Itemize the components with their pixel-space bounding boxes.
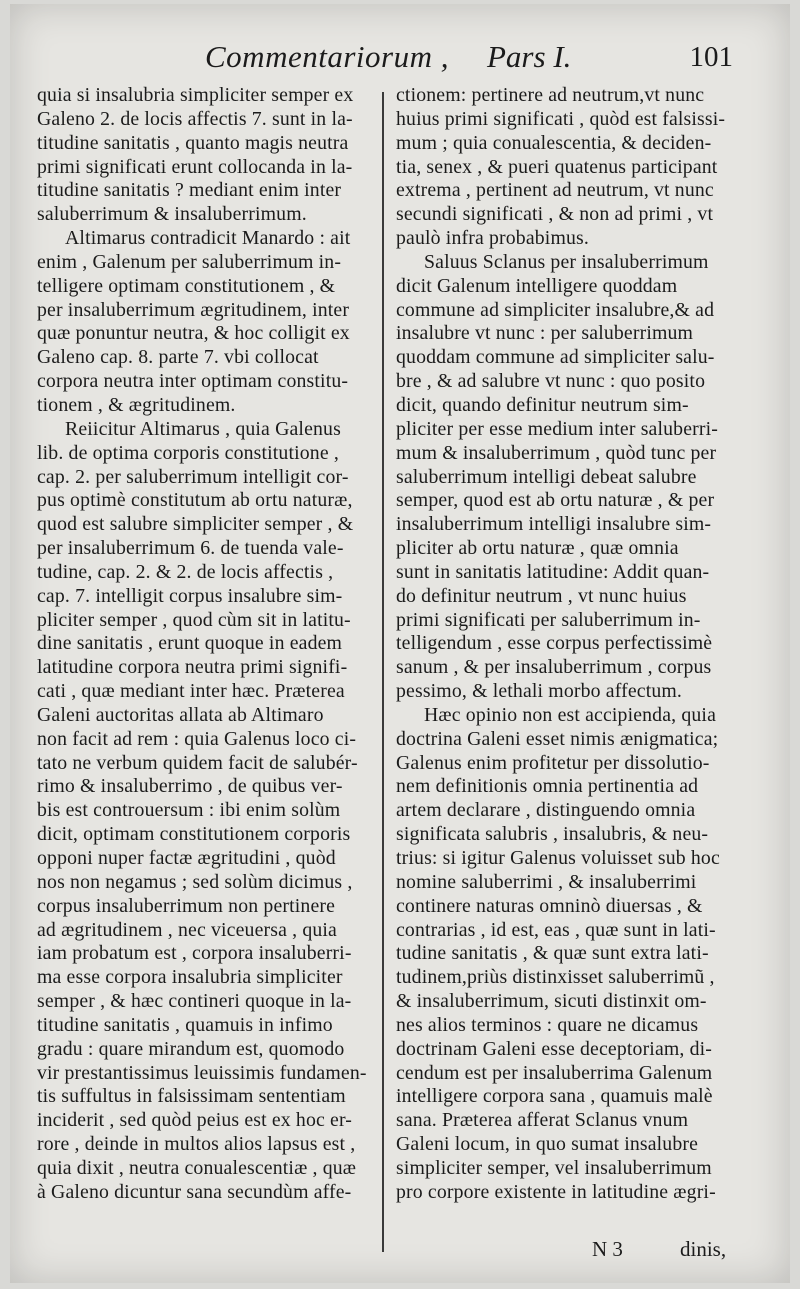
- text-line: lib. de optima corporis constitutione ,: [37, 441, 339, 464]
- text-line: sunt in sanitatis latitudine: Addit quan-: [396, 560, 710, 583]
- text-line: quia dixit , neutra conualescentiæ , quæ: [37, 1156, 357, 1179]
- text-line: & insaluberrimum, sicuti distinxit om-: [396, 990, 707, 1013]
- text-line: tudinem,priùs distinxisset saluberrimũ ,: [396, 966, 715, 989]
- signature-mark: N 3: [592, 1237, 623, 1261]
- text-line: paulò infra probabimus.: [396, 227, 589, 250]
- text-line: sanum , & per insaluberrimum , corpus: [396, 656, 712, 679]
- text-line: tudine, cap. 2. & 2. de locis affectis ,: [37, 560, 334, 583]
- text-line: ctionem: pertinere ad neutrum,vt nunc: [396, 84, 705, 106]
- text-line: vir prestantissimus leuissimis fundamen-: [37, 1061, 367, 1084]
- text-line: tato ne verbum quidem facit de salubér-: [37, 751, 358, 774]
- catchword: dinis,: [680, 1237, 727, 1261]
- text-line: Galenus enim profitetur per dissolutio-: [396, 751, 710, 774]
- running-header: [205, 39, 745, 79]
- text-line: telligere optimam constitutionem , &: [37, 274, 336, 297]
- part-label: Pars I.: [487, 39, 572, 74]
- text-line: pessimo, & lethali morbo affectum.: [396, 680, 683, 703]
- text-line: pus optimè constitutum ab ortu naturæ,: [37, 489, 353, 512]
- text-line: gradu : quare mirandum est, quomodo: [37, 1037, 345, 1060]
- text-line: Saluus Sclanus per insaluberrimum: [424, 250, 709, 273]
- text-line: significata salubris , insalubris, & neu-: [396, 823, 709, 846]
- column-divider: [382, 92, 384, 1252]
- text-line: non facit ad rem : quia Galenus loco ci-: [37, 727, 357, 750]
- text-line: primi significati per saluberrimum in-: [396, 608, 701, 631]
- text-line: do definitur neutrum , vt nunc huius: [396, 584, 687, 607]
- text-line: Galeno 2. de locis affectis 7. sunt in la-: [37, 107, 353, 130]
- text-line: pliciter ab ortu naturæ , quæ omnia: [396, 537, 679, 560]
- text-line: rimo & insaluberrimo , de quibus ver-: [37, 775, 343, 798]
- text-line: dicit, optimam constitutionem corporis: [37, 823, 351, 846]
- text-line: titudine sanitatis , quamuis in infimo: [37, 1013, 333, 1036]
- text-line: semper, quod est ab ortu naturæ , & per: [396, 489, 715, 512]
- text-line: dicit Galenum intelligere quoddam: [396, 274, 678, 297]
- text-line: contrarias , id est, eas , quæ sunt in lati-: [396, 918, 716, 941]
- text-line: mum & insaluberrimum , quòd tunc per: [396, 441, 717, 464]
- text-line: tia, senex , & pueri quatenus participant: [396, 155, 718, 178]
- text-line: titudine sanitatis , quanto magis neutra: [37, 131, 349, 154]
- text-line: latitudine corpora neutra primi signifi-: [37, 656, 348, 679]
- text-line: Altimarus contradicit Manardo : ait: [65, 227, 351, 250]
- text-line: ma esse corpora insalubria simpliciter: [37, 966, 343, 989]
- text-line: doctrina Galeni esset nimis ænigmatica;: [396, 727, 719, 750]
- text-line: tionem , & ægritudinem.: [37, 393, 236, 416]
- text-line: secundi significati , & non ad primi , vt: [396, 203, 714, 226]
- text-line: dicit, quando definitur neutrum sim-: [396, 393, 689, 416]
- text-line: dine sanitatis , erunt quoque in eadem: [37, 632, 343, 655]
- text-line: bre , & ad salubre vt nunc : quo posito: [396, 370, 706, 393]
- text-line: saluberrimum & insaluberrimum.: [37, 203, 307, 226]
- text-line: Galeno cap. 8. parte 7. vbi collocat: [37, 346, 319, 369]
- left-text-column: [37, 84, 375, 1205]
- text-line: nos non negamus ; sed solùm dicimus ,: [37, 870, 353, 893]
- text-line: sana. Præterea afferat Sclanus vnum: [396, 1109, 689, 1132]
- text-line: insalubre vt nunc : per saluberrimum: [396, 322, 694, 345]
- text-line: enim , Galenum per saluberrimum in-: [37, 250, 342, 273]
- text-line: continere naturas omninò diuersas , &: [396, 894, 703, 917]
- text-line: commune ad simpliciter insalubre,& ad: [396, 298, 715, 321]
- text-line: Reiicitur Altimarus , quia Galenus: [65, 417, 341, 440]
- text-line: mum ; quia conualescentia, & deciden-: [396, 131, 712, 154]
- text-line: insaluberrimum intelligi insalubre sim-: [396, 513, 712, 536]
- text-line: iam probatum est , corpora insaluberri-: [37, 942, 352, 965]
- text-line: corpus insaluberrimum non pertinere: [37, 894, 336, 917]
- text-line: tis suffultus in falsissimam sententiam: [37, 1085, 346, 1108]
- text-line: Galeni locum, in quo sumat insalubre: [396, 1133, 699, 1156]
- text-line: trius: si igitur Galenus voluisset sub hoc: [396, 847, 720, 869]
- text-line: intelligere corpora sana , quamuis malè: [396, 1085, 713, 1108]
- text-line: ad ægritudinem , nec viceuersa , quia: [37, 918, 337, 941]
- text-line: bis est controuersum : ibi enim solùm: [37, 799, 341, 822]
- text-line: nem definitionis omnia pertinentia ad: [396, 775, 699, 798]
- text-line: telligendum , esse corpus perfectissimè: [396, 632, 713, 655]
- text-line: cati , quæ mediant inter hæc. Præterea: [37, 680, 345, 703]
- text-line: nomine saluberrimi , & insaluberrimi: [396, 870, 697, 893]
- text-line: corpora neutra inter optimam constitu-: [37, 370, 349, 393]
- text-line: tudine sanitatis , & quæ sunt extra lati-: [396, 942, 709, 965]
- text-line: nes alios terminos : quare ne dicamus: [396, 1013, 699, 1036]
- text-line: opponi nuper factæ ægritudini , quòd: [37, 847, 336, 869]
- text-line: per insaluberrimum ægritudinem, inter: [37, 298, 350, 321]
- text-line: cap. 2. per saluberrimum intelligit cor-: [37, 465, 349, 488]
- text-line: simpliciter semper, vel insaluberrimum: [396, 1156, 712, 1179]
- text-line: cendum est per insaluberrima Galenum: [396, 1061, 713, 1084]
- text-line: per insaluberrimum 6. de tuenda vale-: [37, 537, 344, 560]
- text-line: Galeni auctoritas allata ab Altimaro: [37, 703, 324, 726]
- text-line: primi significati erunt collocanda in la-: [37, 155, 353, 178]
- text-line: titudine sanitatis ? mediant enim inter: [37, 179, 342, 202]
- text-line: semper , & hæc contineri quoque in la-: [37, 990, 352, 1013]
- text-line: artem declarare , distinguendo omnia: [396, 799, 696, 822]
- text-line: à Galeno dicuntur sana secundùm affe-: [37, 1180, 352, 1203]
- text-line: rore , deinde in multos alios lapsus est ,: [37, 1133, 356, 1156]
- text-line: quia si insalubria simpliciter semper ex: [37, 84, 354, 106]
- text-line: extrema , pertinent ad neutrum, vt nunc: [396, 179, 714, 202]
- text-line: quæ ponuntur neutra, & hoc colligit ex: [37, 322, 350, 345]
- text-line: cap. 7. intelligit corpus insalubre sim-: [37, 584, 343, 607]
- running-title: Commentariorum ,: [205, 39, 449, 74]
- text-line: pro corpore existente in latitudine ægri-: [396, 1180, 716, 1203]
- text-line: pliciter per esse medium inter saluberri-: [396, 417, 718, 440]
- text-line: inciderit , sed quòd peius est ex hoc er-: [37, 1109, 353, 1132]
- text-line: saluberrimum intelligi debeat salubre: [396, 465, 697, 488]
- text-line: pliciter semper , quod cùm sit in latitu-: [37, 608, 351, 631]
- text-line: doctrinam Galeni esse deceptoriam, di-: [396, 1037, 713, 1060]
- right-text-column: [396, 84, 741, 1205]
- text-line: quoddam commune ad simpliciter salu-: [396, 346, 715, 369]
- text-line: quod est salubre simpliciter semper , &: [37, 513, 354, 536]
- text-line: Hæc opinio non est accipienda, quia: [424, 703, 717, 726]
- text-line: huius primi significati , quòd est falsissi-: [396, 107, 726, 130]
- page-number: 101: [689, 41, 733, 73]
